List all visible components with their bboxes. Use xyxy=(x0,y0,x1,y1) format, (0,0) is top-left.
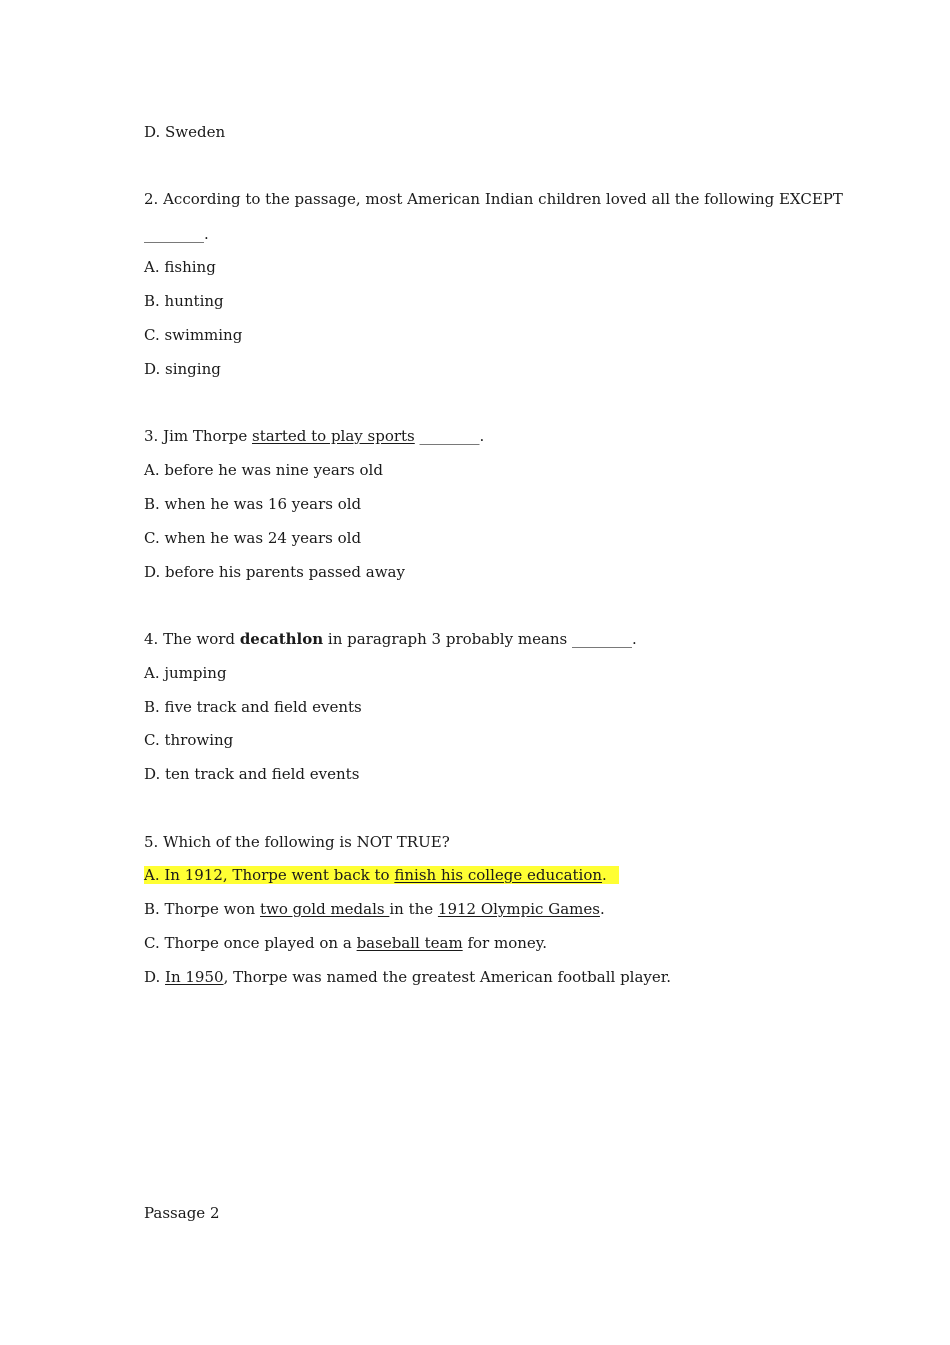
q5-option-b-middle: in the xyxy=(389,900,438,918)
q2-blank: ________. xyxy=(144,225,209,243)
q2-option-a: A. fishing xyxy=(144,258,216,276)
q5-option-b-underlined-2: 1912 Olympic Games xyxy=(437,900,600,918)
q5-option-d-underlined: In 1950 xyxy=(165,968,224,986)
q5-option-a-underlined: finish his college education xyxy=(394,866,603,884)
q3-option-c: C. when he was 24 years old xyxy=(144,529,362,547)
q5-option-d xyxy=(144,967,671,987)
q5-option-c-prefix: C. Thorpe once played on a xyxy=(144,934,357,952)
q5-option-a-prefix: A. In 1912, Thorpe went back to xyxy=(144,866,395,884)
q3-option-a: A. before he was nine years old xyxy=(144,461,383,479)
q5-option-c-suffix: for money. xyxy=(462,934,548,952)
q4-option-b: B. five track and field events xyxy=(144,698,362,716)
q5-stem: 5. Which of the following is NOT TRUE? xyxy=(144,833,450,851)
passage-2-heading: Passage 2 xyxy=(144,1204,220,1222)
q2-option-d: D. singing xyxy=(144,360,221,378)
q3-stem-prefix: 3. Jim Thorpe xyxy=(144,427,252,445)
q1-option-d: D. Sweden xyxy=(144,123,226,141)
q3-stem-suffix: ________. xyxy=(414,427,485,445)
q2-stem: 2. According to the passage, most American Indian children loved all the following EXCEPT xyxy=(144,190,843,208)
q5-option-b-underlined-1: two gold medals xyxy=(259,900,390,918)
q2-option-c: C. swimming xyxy=(144,326,243,344)
q5-option-d-suffix: , Thorpe was named the greatest American football player. xyxy=(223,968,672,986)
q4-option-c: C. throwing xyxy=(144,731,234,749)
q3-option-d: D. before his parents passed away xyxy=(144,563,405,581)
q5-option-b xyxy=(144,899,605,919)
q3-stem xyxy=(144,426,484,446)
q5-option-b-prefix: B. Thorpe won xyxy=(144,900,260,918)
q2-option-b: B. hunting xyxy=(144,292,224,310)
q4-stem-prefix: 4. The word xyxy=(144,630,240,648)
q4-option-d: D. ten track and field events xyxy=(144,765,360,783)
q4-stem-bold-term: decathlon xyxy=(239,630,324,648)
q5-option-a-suffix: . xyxy=(602,866,607,884)
q3-stem-underlined: started to play sports xyxy=(252,427,415,445)
q4-stem xyxy=(144,629,637,649)
q4-option-a: A. jumping xyxy=(144,664,227,682)
q5-option-d-prefix: D. xyxy=(144,968,166,986)
q5-option-c-underlined: baseball team xyxy=(356,934,463,952)
q5-option-a xyxy=(144,865,619,885)
q5-option-b-suffix: . xyxy=(599,900,605,918)
q5-option-a-highlight xyxy=(144,866,619,884)
q5-option-c xyxy=(144,933,547,953)
q4-stem-suffix: in paragraph 3 probably means ________. xyxy=(323,630,637,648)
q3-option-b: B. when he was 16 years old xyxy=(144,495,362,513)
